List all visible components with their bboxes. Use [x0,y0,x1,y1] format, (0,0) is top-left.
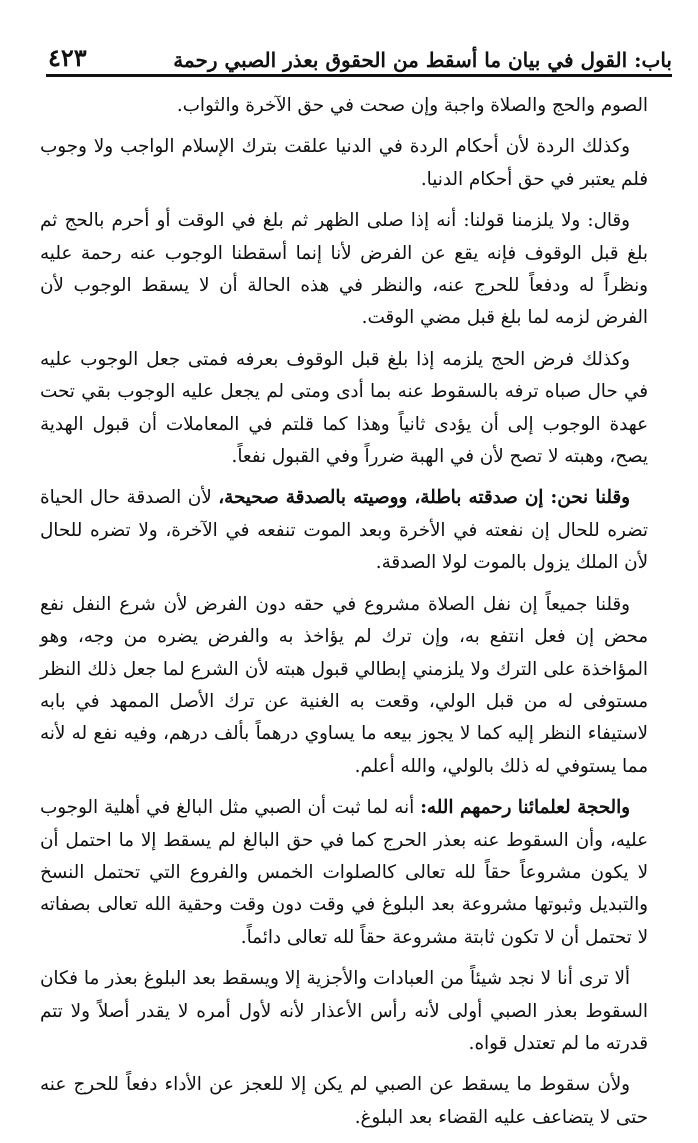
page-number: ٤٢٣ [48,43,87,72]
page-body [40,90,648,1143]
paragraph [40,90,648,122]
paragraph [40,131,648,196]
paragraph [40,589,648,783]
running-header [48,36,672,70]
paragraph [40,205,648,335]
paragraph-text: ألا ترى أنا لا نجد شيئاً من العبادات والأجزية إلا ويسقط بعد البلوغ بعذر ما فكان السقوط بعذر الصبي أولى لأنه رأس الأعذار لأنه لأول أمره لا يقدر أصلاً ولا تتم قدرته ما لم تعتدل قواه. [40,968,648,1054]
paragraph-text: الصوم والحج والصلاة واجبة وإن صحت في حق الآخرة والثواب. [176,95,648,116]
chapter-title: باب: القول في بيان ما أسقط من الحقوق بعذر الصبي رحمة [173,48,672,72]
paragraph [40,344,648,474]
paragraph-text: أنه لما ثبت أن الصبي مثل البالغ في أهلية الوجوب عليه، وأن السقوط عنه بعذر الحرج كما في حق البالغ لم يسقط إلا ما احتمل أن لا يكون مشروعاً حقاً لله تعالى كالصلوات الخمس والفروع التي تحتمل النسخ والتبديل وثبوتها مشروعة بعد البلوغ في وقت دون وقت وحقية الله تعالى بصفاته لا تحتمل أن لا تكون ثابتة مشروعة حقاً لله تعالى دائماً. [40,797,648,948]
paragraph-text: ولأن سقوط ما يسقط عن الصبي لم يكن إلا للعجز عن الأداء دفعاً للحرج عنه حتى لا يتضاعف عليه القضاء بعد البلوغ. [40,1074,648,1128]
paragraph-text: وقال: ولا يلزمنا قولنا: أنه إذا صلى الظهر ثم بلغ في الوقت أو أحرم بالحج ثم بلغ قبل الوقوف فإنه يقع عن الفرض لأنا إنما أسقطنا الوجوب عنه رحمة عليه ونظراً له ودفعاً للحرج عنه، والنظر في هذه الحالة أن لا يسقط الوجوب لأن الفرض لزمه لما بلغ قبل مضي الوقت. [40,210,648,329]
header-rule [46,74,672,77]
paragraph-lead: وقلنا نحن: إن صدقته باطلة، ووصيته بالصدقة صحيحة، [218,487,630,509]
paragraph-text: وقلنا جميعاً إن نفل الصلاة مشروع في حقه دون الفرض لأن شرع النفل نفع محض إن فعل انتفع به، وإن ترك لم يؤاخذ به والفرض يضره من وجه، وهو المؤاخذة على الترك ولا يلزمني إبطالي قبول هبته لأن الشرع لما جعل ذلك النظر مستوفى له من قبل الولي، وقعت به الغنية عن ترك الأصل الممهد في بابه لاستيفاء النظر إليه كما لا يجوز بيعه ما يساوي درهماً بألف درهم، وفيه نفع له لأنه مما يستوفي له ذلك بالولي، والله أعلم. [40,593,648,777]
paragraph-text: لأن الصدقة حال الحياة تضره للحال إن نفعته في الأخرة وبعد الموت تنفعه في الآخرة، ولا تضره للحال لأن الملك يزول بالموت لولا الصدقة. [40,487,648,574]
paragraph-lead: والحجة لعلمائنا رحمهم الله: [420,797,630,819]
paragraph [40,1069,648,1134]
paragraph-text: وكذلك الردة لأن أحكام الردة في الدنيا علقت بترك الإسلام الواجب ولا وجوب فلم يعتبر في حق أحكام الدنيا. [40,136,648,190]
paragraph [40,792,648,954]
paragraph [40,963,648,1060]
paragraph-text: وكذلك فرض الحج يلزمه إذا بلغ قبل الوقوف بعرفه فمتى جعل الوجوب عليه في حال صباه ترفه بالسقوط عنه بما أدى ومتى لم يجعل عليه الوجوب بقي تحت عهدة الوجوب إلى أن يؤدى ثانياً وهذا كما قلتم في المعاملات أن قبول الهدية يصح، وهبته لا تصح لأن في الهبة ضرراً وفي القبول نفعاً. [40,348,648,468]
paragraph [40,482,648,579]
